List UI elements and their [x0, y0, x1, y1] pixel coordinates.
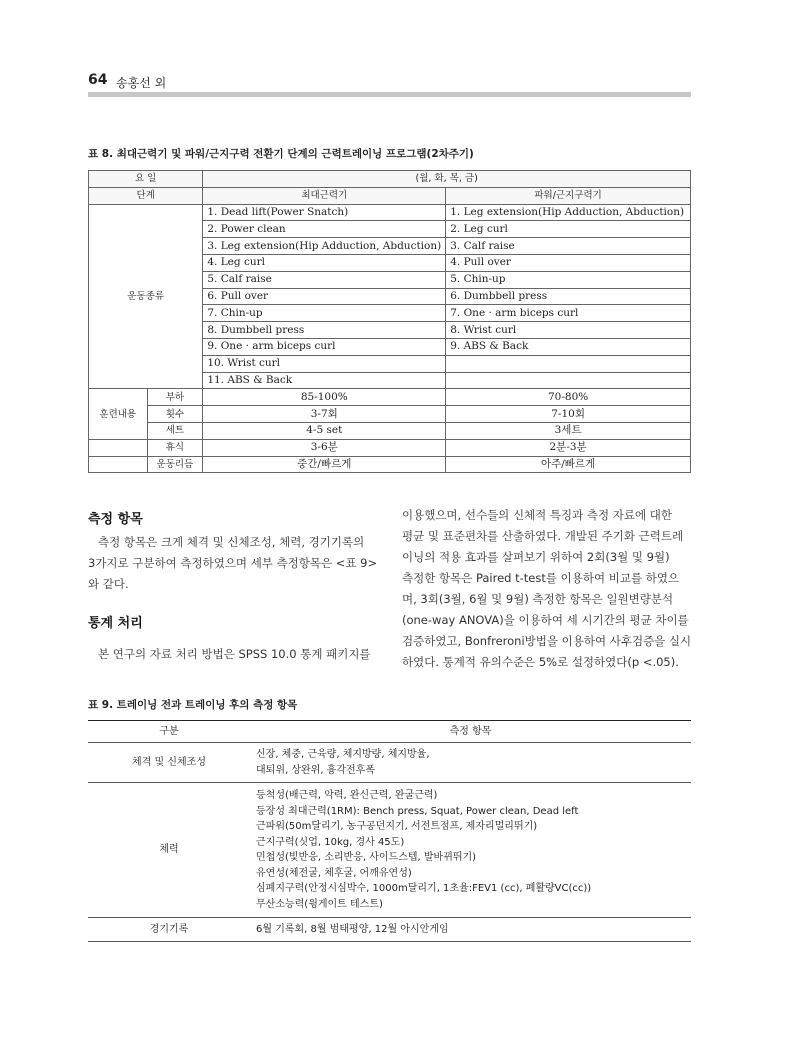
item-line: 민첩성(빛반응, 소리반응, 사이드스텝, 발바뀌뛰기) [256, 852, 477, 863]
col-category: 구분 [88, 721, 250, 743]
max-exercise: 7. Chin-up [203, 305, 446, 322]
row-items [250, 743, 691, 783]
blank-cell [89, 456, 148, 473]
item-line: 등장성 최대근력(1RM): Bench press, Squat, Power clean, Dead left [256, 805, 579, 817]
max-exercise: 2. Power clean [203, 221, 446, 238]
power-exercise: 2. Leg curl [446, 221, 691, 238]
power-exercise: 4. Pull over [446, 254, 691, 271]
max-exercise: 9. One · arm biceps curl [203, 338, 446, 355]
table-row [88, 783, 691, 918]
table-row [89, 389, 691, 406]
table9-header-row [88, 721, 691, 743]
power-exercise: 3. Calf raise [446, 238, 691, 255]
max-exercise: 5. Calf raise [203, 271, 446, 288]
col-power-endurance: 파워/근지구력기 [446, 187, 691, 204]
max-exercise: 1. Dead lift(Power Snatch) [203, 204, 446, 221]
training-power-value: 70-80% [446, 389, 691, 406]
power-exercise [446, 372, 691, 389]
table9 [88, 720, 691, 942]
training-power-value: 2분-3분 [446, 439, 691, 456]
paragraph-line: 와 같다. [88, 577, 129, 591]
training-power-value: 3세트 [446, 422, 691, 439]
max-exercise: 8. Dumbbell press [203, 322, 446, 339]
power-exercise: 5. Chin-up [446, 271, 691, 288]
table-row [89, 456, 691, 473]
blank-cell [89, 439, 148, 456]
power-exercise: 7. One · arm biceps curl [446, 305, 691, 322]
row-label: 체력 [88, 783, 250, 918]
training-param-label: 부하 [147, 389, 203, 406]
power-exercise [446, 355, 691, 372]
max-exercise: 11. ABS & Back [203, 372, 446, 389]
item-line: 신장, 체중, 근육량, 체지방량, 체지방율, [256, 749, 430, 760]
table-row [89, 204, 691, 221]
max-exercise: 4. Leg curl [203, 254, 446, 271]
power-exercise: 6. Dumbbell press [446, 288, 691, 305]
max-exercise: 10. Wrist curl [203, 355, 446, 372]
paragraph-line: 측정 항목은 크게 체격 및 신체조성, 체력, 경기기록의 [98, 535, 365, 549]
col-items: 측정 항목 [250, 721, 691, 743]
page-number: 64 [88, 72, 108, 88]
row-label: 경기기록 [88, 918, 250, 942]
training-param-label: 운동리듬 [147, 456, 203, 473]
training-max-value: 중간/빠르게 [203, 456, 446, 473]
training-label: 훈련내용 [89, 389, 148, 439]
day-label: 요 일 [89, 171, 203, 188]
running-authors: 송홍선 외 [116, 76, 167, 90]
header-rule [88, 92, 691, 97]
training-max-value: 3-6분 [203, 439, 446, 456]
section-measure-body [88, 532, 377, 595]
max-exercise: 6. Pull over [203, 288, 446, 305]
section-stats-title: 통계 처리 [88, 616, 143, 631]
table-row [88, 918, 691, 942]
row-items [250, 783, 691, 918]
training-power-value: 7-10회 [446, 406, 691, 423]
table8-day-row [89, 171, 691, 188]
row-items [250, 918, 691, 942]
power-exercise: 1. Leg extension(Hip Adduction, Abduction) [446, 204, 691, 221]
row-label: 체격 및 신체조성 [88, 743, 250, 783]
training-param-label: 휴식 [147, 439, 203, 456]
stage-label: 단계 [89, 187, 203, 204]
training-param-label: 세트 [147, 422, 203, 439]
table8-stage-row [89, 187, 691, 204]
paragraph-line: 며, 3회(3월, 6월 및 9월) 측정한 항목은 일원변량분석 [402, 592, 674, 606]
section-measure-title: 측정 항목 [88, 512, 143, 527]
section-stats-body [88, 644, 371, 665]
item-line: 근파워(50m달리기, 농구공던지기, 서전트점프, 제자리멀리뛰기) [256, 821, 538, 832]
paragraph-line: 검증하였고, Bonfreroni방법을 이용하여 사후검증을 실시 [402, 634, 692, 648]
table-row [88, 743, 691, 783]
max-exercise: 3. Leg extension(Hip Adduction, Abduction) [203, 238, 446, 255]
page-header [88, 72, 691, 98]
power-exercise: 8. Wrist curl [446, 322, 691, 339]
right-column-text [402, 505, 691, 673]
item-line: 6월 기록회, 8월 범태평양, 12월 아시안게임 [256, 923, 449, 935]
item-line: 유연성(체전굴, 체후굴, 어깨유연성) [256, 867, 412, 879]
training-max-value: 85-100% [203, 389, 446, 406]
paragraph-line: 본 연구의 자료 처리 방법은 SPSS 10.0 통계 패키지를 [98, 647, 371, 661]
table8 [88, 170, 691, 473]
paragraph-line: 측정한 항목은 Paired t-test를 이용하여 비교를 하였으 [402, 571, 680, 585]
item-line: 대퇴위, 상완위, 흉각전후폭 [256, 764, 375, 776]
paragraph-line: 평균 및 표준편차를 산출하였다. 개발된 주기화 근력트레 [402, 529, 684, 543]
training-max-value: 4-5 set [203, 422, 446, 439]
training-param-label: 횟수 [147, 406, 203, 423]
paragraph-line: 하였다. 통계적 유의수준은 5%로 설정하였다(p <.05). [402, 655, 679, 669]
day-value: (월, 화, 목, 금) [203, 171, 691, 188]
item-line: 무산소능력(윙게이트 테스트) [256, 898, 383, 910]
item-line: 등척성(배근력, 악력, 완신근력, 완굴근력) [256, 790, 438, 801]
table-row [89, 439, 691, 456]
table8-caption: 표 8. 최대근력기 및 파워/근지구력 전환기 단계의 근력트레이닝 프로그램(2차주기) [88, 148, 474, 160]
table-row [89, 422, 691, 439]
training-power-value: 아주/빠르게 [446, 456, 691, 473]
col-max-strength: 최대근력기 [203, 187, 446, 204]
table9-caption: 표 9. 트레이닝 전과 트레이닝 후의 측정 항목 [88, 699, 298, 711]
paragraph-line: (one-way ANOVA)을 이용하여 세 시기간의 평균 차이를 [402, 613, 689, 627]
training-max-value: 3-7회 [203, 406, 446, 423]
item-line: 근지구력(싯업, 10kg, 경사 45도) [256, 836, 405, 848]
paragraph-line: 3가지로 구분하여 측정하였으며 세부 측정항목은 <표 9> [88, 556, 378, 570]
power-exercise: 9. ABS & Back [446, 338, 691, 355]
paragraph-line: 이닝의 적용 효과를 살펴보기 위하여 2회(3월 및 9월) [402, 550, 670, 564]
table-row [89, 406, 691, 423]
item-line: 심폐지구력(안정시심박수, 1000m달리기, 1초율:FEV1 (cc), 폐활량VC(cc)) [256, 883, 592, 894]
exercise-label: 운동종류 [89, 204, 203, 389]
paragraph-line: 이용했으며, 선수들의 신체적 특징과 측정 자료에 대한 [402, 508, 672, 522]
